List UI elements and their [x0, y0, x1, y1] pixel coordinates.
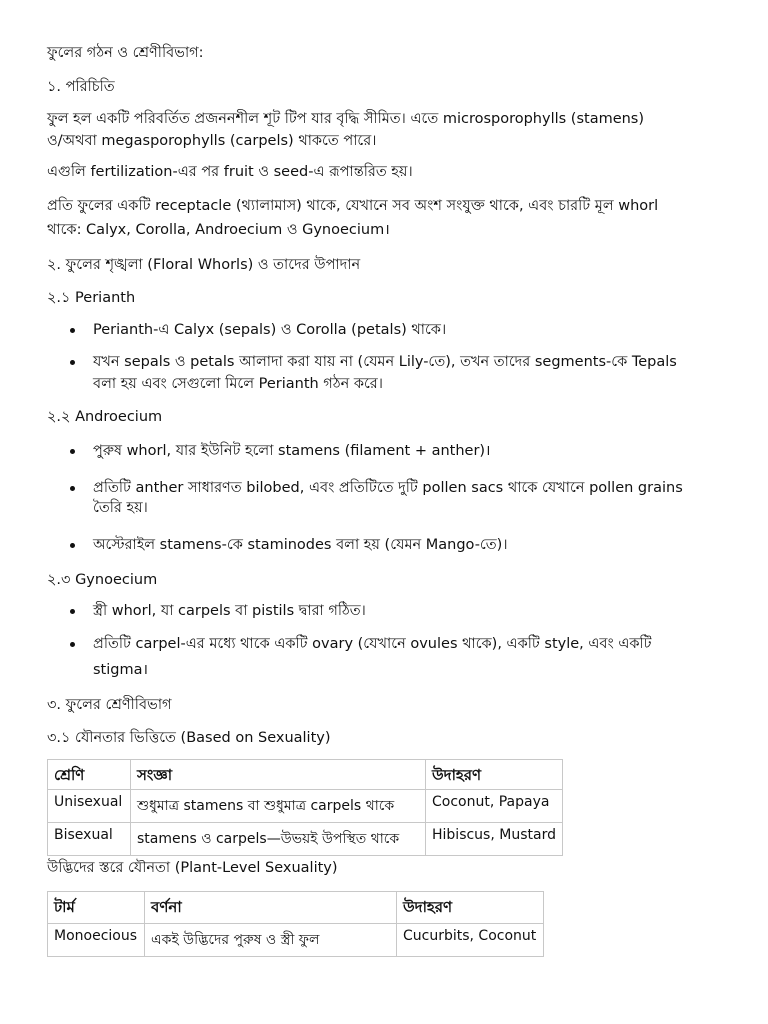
subsection-heading: উদ্ভিদের স্তরে যৌনতা (Plant-Level Sexuality)	[47, 860, 338, 876]
table-cell: Unisexual	[48, 790, 131, 823]
section-1-heading: ১. পরিচিতি	[47, 79, 115, 95]
table-row	[48, 790, 563, 823]
table-header-cell: শ্রেণি	[48, 760, 131, 790]
bullet-item-continuation: তৈরি হয়।	[93, 500, 148, 516]
table-header-row	[48, 892, 544, 924]
bullet-item: প্রতিটি anther সাধারণত bilobed, এবং প্রতিটিতে দুটি pollen sacs থাকে যেখানে pollen grains	[93, 480, 683, 496]
paragraph-line: ও/অথবা megasporophylls (carpels) থাকতে পারে।	[47, 133, 377, 149]
bullet-item: অস্টেরাইল stamens-কে staminodes বলা হয় (যেমন Mango-তে)।	[93, 537, 508, 553]
subsection-heading: ২.১ Perianth	[47, 290, 136, 306]
table-row	[48, 823, 563, 856]
paragraph-line: এগুলি fertilization-এর পর fruit ও seed-এ রূপান্তরিত হয়।	[47, 164, 413, 180]
bullet-item-continuation: বলা হয় এবং সেগুলো মিলে Perianth গঠন করে।	[93, 376, 383, 392]
table-header-row	[48, 760, 563, 790]
section-2-heading: ২. ফুলের শৃঙ্খলা (Floral Whorls) ও তাদের উপাদান	[47, 257, 361, 273]
subsection-heading: ২.৩ Gynoecium	[47, 572, 158, 588]
table-header-cell: সংজ্ঞা	[131, 760, 426, 790]
subsection-heading: ২.২ Androecium	[47, 409, 163, 425]
table-row	[48, 924, 544, 957]
paragraph-line: প্রতি ফুলের একটি receptacle (থ্যালামাস) থাকে, যেখানে সব অংশ সংযুক্ত থাকে, এবং চারটি মূল whorl	[47, 198, 659, 214]
table-cell: Bisexual	[48, 823, 131, 856]
bullet-item-continuation: stigma।	[93, 662, 148, 678]
table-cell: Monoecious	[48, 924, 145, 957]
bullet-item: প্রতিটি carpel-এর মধ্যে থাকে একটি ovary (যেখানে ovules থাকে), একটি style, এবং একটি	[93, 636, 652, 652]
table-cell: Cucurbits, Coconut	[397, 924, 544, 957]
table-header-cell: বর্ণনা	[145, 892, 397, 924]
section-3-heading: ৩. ফুলের শ্রেণীবিভাগ	[47, 697, 172, 713]
table-cell: Coconut, Papaya	[426, 790, 563, 823]
table-cell: Hibiscus, Mustard	[426, 823, 563, 856]
table-header-cell: উদাহরণ	[397, 892, 544, 924]
table-header-cell: উদাহরণ	[426, 760, 563, 790]
bullet-item: স্ত্রী whorl, যা carpels বা pistils দ্বারা গঠিত।	[93, 603, 366, 619]
sexuality-table	[47, 759, 563, 856]
paragraph-line: থাকে: Calyx, Corolla, Androecium ও Gynoecium।	[47, 222, 390, 238]
table-cell: শুধুমাত্র stamens বা শুধুমাত্র carpels থাকে	[131, 790, 426, 823]
table-cell: stamens ও carpels—উভয়ই উপস্থিত থাকে	[131, 823, 426, 856]
plant-sexuality-table	[47, 891, 544, 957]
table-cell: একই উদ্ভিদের পুরুষ ও স্ত্রী ফুল	[145, 924, 397, 957]
paragraph-line: ফুল হল একটি পরিবর্তিত প্রজননশীল শূট টিপ যার বৃদ্ধি সীমিত। এতে microsporophylls (stamens)	[47, 111, 645, 127]
bullet-item: যখন sepals ও petals আলাদা করা যায় না (যেমন Lily-তে), তখন তাদের segments-কে Tepals	[93, 354, 677, 370]
table-header-cell: টার্ম	[48, 892, 145, 924]
subsection-heading: ৩.১ যৌনতার ভিত্তিতে (Based on Sexuality)	[47, 730, 331, 746]
bullet-item: পুরুষ whorl, যার ইউনিট হলো stamens (filament + anther)।	[93, 443, 491, 459]
bullet-item: Perianth-এ Calyx (sepals) ও Corolla (petals) থাকে।	[93, 322, 447, 338]
document-title: ফুলের গঠন ও শ্রেণীবিভাগ:	[47, 45, 204, 61]
